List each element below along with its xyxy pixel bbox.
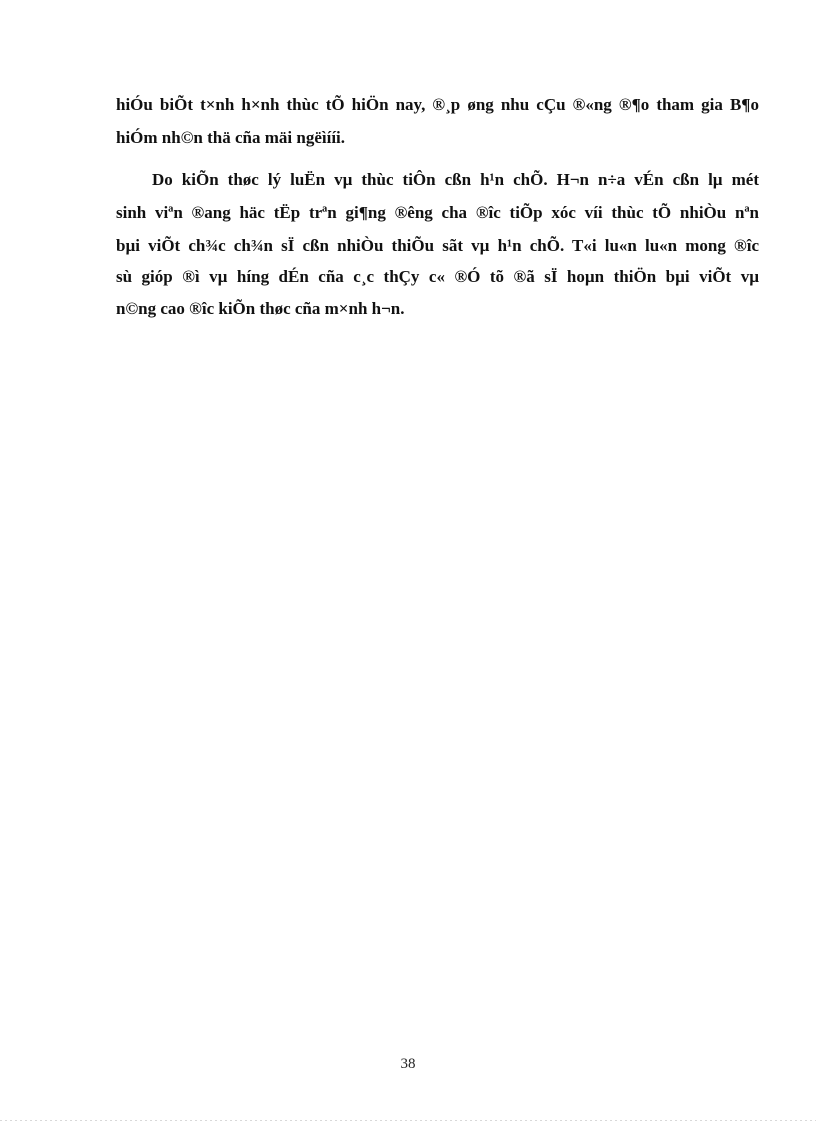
paragraph-2-line-2: sinh viªn ®ang häc tËp trªn gi¶ng ®êng cha ®îc tiÕp xóc víi thùc tÕ nhiÒu nªn [116,203,759,222]
page-number: 38 [400,1056,416,1072]
paragraph-2-line-3: bµi viÕt ch¾c ch¾n sÏ cßn nhiÒu thiÕu sãt vµ h¹n chÕ. T«i lu«n lu«n mong ®îc [116,236,759,255]
paragraph-1-line-2: hiÓm nh©n thä cña mäi ngëìííi. [116,128,346,147]
paragraph-2-line-1: Do kiÕn thøc lý luËn vµ thùc tiÔn cßn h¹n chÕ. H¬n n÷a vÉn cßn lµ mét [152,170,759,189]
paragraph-2-line-5: n©ng cao ®îc kiÕn thøc cña m×nh h¬n. [116,299,405,318]
paragraph-2-line-4: sù gióp ®ì vµ híng dÉn cña c¸c thÇy c« ®Ó tõ ®ã sÏ hoµn thiÖn bµi viÕt vµ [116,267,759,286]
paragraph-1-line-1: hiÓu biÕt t×nh h×nh thùc tÕ hiÖn nay, ®¸p øng nhu cÇu ®«ng ®¶o tham gia B¶o [116,95,759,114]
footer-rule [0,1120,816,1121]
